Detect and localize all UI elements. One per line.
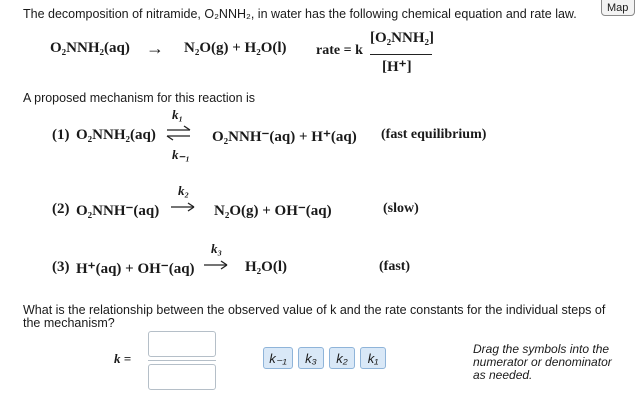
step2-products: N₂O(g) + OH⁻(aq) — [214, 203, 332, 219]
symbol-k-minus-1[interactable]: k₋₁ — [263, 347, 293, 369]
denominator-drop-zone[interactable] — [148, 364, 216, 390]
question-text: What is the relationship between the observed value of k and the rate constants for the individual steps of the mechanism? — [23, 303, 606, 330]
symbol-k1[interactable]: k₁ — [360, 347, 386, 369]
rate-denominator: [H⁺] — [382, 59, 412, 75]
k-label: k = — [114, 351, 132, 366]
answer-fraction-bar — [148, 360, 216, 361]
symbol-k3[interactable]: k₃ — [298, 347, 324, 369]
step1-k-forward: k₁ — [172, 107, 184, 122]
step1-number: (1) — [52, 127, 70, 143]
step2-number: (2) — [52, 201, 70, 217]
map-button[interactable]: Map — [601, 0, 635, 16]
overall-products: N₂O(g) + H₂O(l) — [184, 40, 287, 56]
step2-k-forward: k₂ — [178, 183, 190, 198]
rate-label: rate = k — [316, 43, 363, 58]
step3-speed: (fast) — [379, 259, 411, 274]
step1-reactants: O₂NNH₂(aq) — [76, 127, 156, 143]
rate-numerator: [O₂NNH₂] — [370, 30, 434, 46]
mechanism-title: A proposed mechanism for this reaction is — [23, 91, 256, 105]
step3-k-forward: k₃ — [211, 241, 223, 256]
step3-products: H₂O(l) — [245, 259, 287, 275]
step1-k-reverse: k₋₁ — [172, 147, 190, 162]
forward-arrow-icon — [203, 260, 229, 270]
drag-hint: Drag the symbols into the numerator or denominator as needed. — [473, 342, 612, 382]
symbol-k2[interactable]: k₂ — [329, 347, 355, 369]
forward-arrow-icon — [170, 202, 196, 212]
numerator-drop-zone[interactable] — [148, 331, 216, 357]
step2-reactants: O₂NNH⁻(aq) — [76, 203, 160, 219]
equilibrium-arrow-icon — [166, 125, 192, 141]
intro-text: The decomposition of nitramide, O₂NNH₂, in water has the following chemical equation and rate law. — [23, 7, 577, 21]
overall-arrow: → — [146, 38, 164, 58]
step1-products: O₂NNH⁻(aq) + H⁺(aq) — [212, 129, 357, 145]
overall-reactant: O₂NNH₂(aq) — [50, 40, 130, 56]
rate-fraction-bar — [370, 54, 432, 55]
step3-reactants: H⁺(aq) + OH⁻(aq) — [76, 261, 195, 277]
step3-number: (3) — [52, 259, 70, 275]
step1-speed: (fast equilibrium) — [381, 127, 487, 142]
step2-speed: (slow) — [383, 201, 419, 216]
